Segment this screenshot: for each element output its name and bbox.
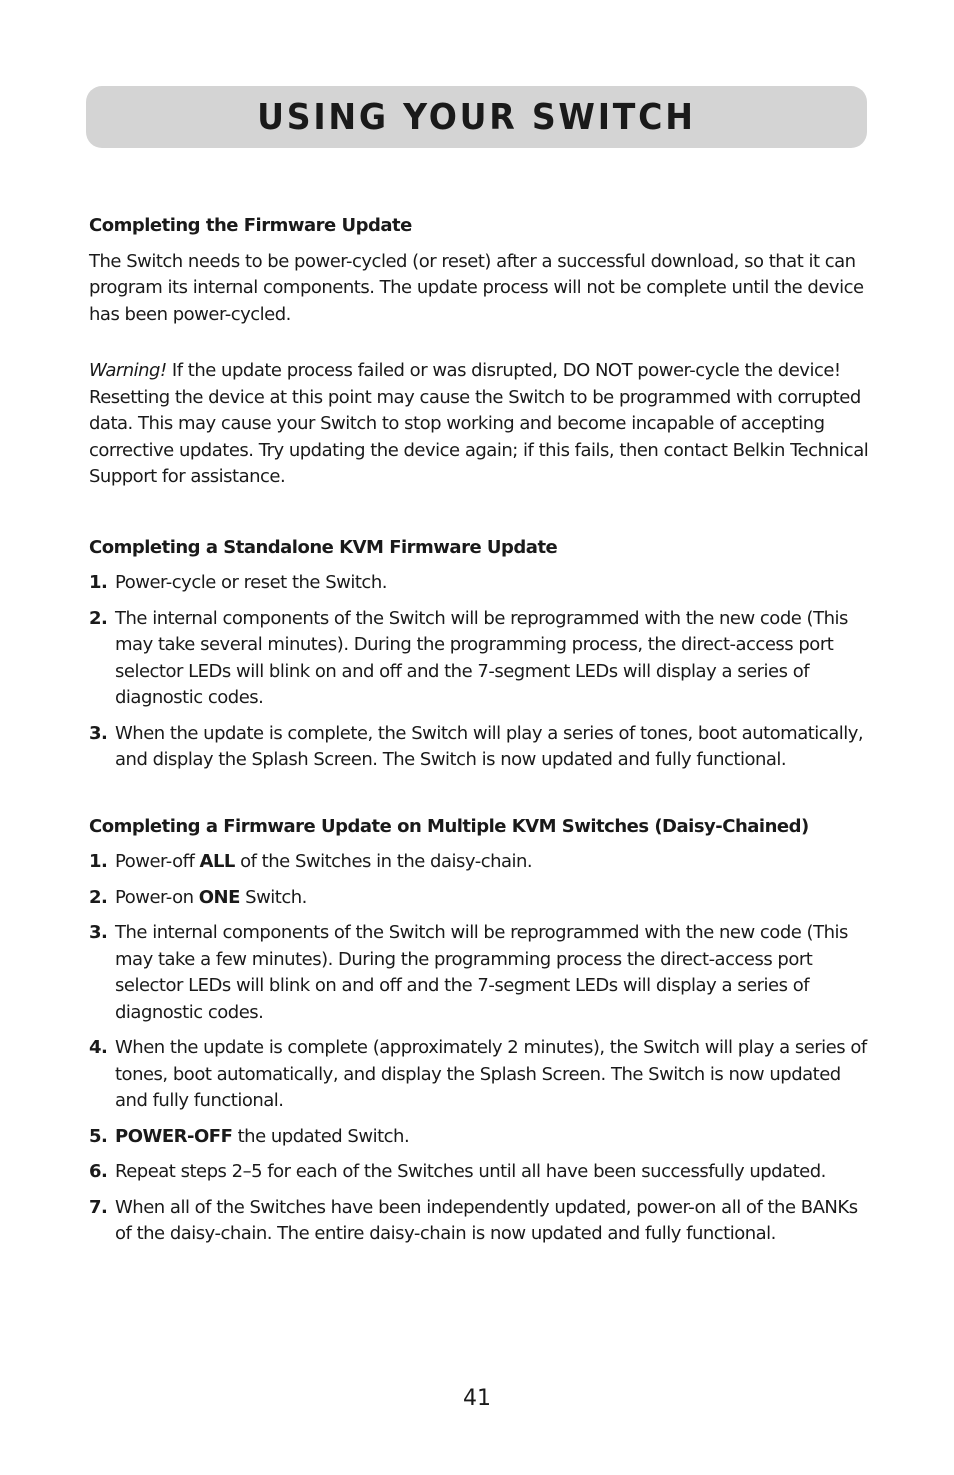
page-number: 41 bbox=[463, 1386, 491, 1411]
step-emphasis: POWER-OFF bbox=[115, 1125, 233, 1147]
step-emphasis: ONE bbox=[198, 886, 240, 908]
daisy-chain-steps-list bbox=[89, 849, 869, 1248]
step-text-post: of the Switches in the daisy-chain. bbox=[234, 851, 533, 872]
step-text: When all of the Switches have been independently updated, power-on all of the BANKs of the daisy-chain. The entire daisy-chain is now updated and fully functional. bbox=[115, 1196, 858, 1244]
step-text-pre: Power-on bbox=[115, 886, 199, 908]
step-number: 4. bbox=[89, 1037, 108, 1058]
warning-label: Warning! bbox=[89, 360, 167, 381]
step-number: 1. bbox=[89, 851, 108, 872]
section-firmware-update bbox=[89, 213, 869, 491]
page-header-banner bbox=[86, 86, 867, 148]
step-text: Power-cycle or reset the Switch. bbox=[115, 572, 387, 593]
section-standalone-update bbox=[89, 535, 869, 774]
step-number: 3. bbox=[89, 722, 108, 744]
step-number: 6. bbox=[89, 1161, 108, 1182]
step-text: When the update is complete (approximately 2 minutes), the Switch will play a series of tones, boot automatically, and display the Splash Screen. The Switch is now updated and fully functional. bbox=[115, 1037, 867, 1111]
list-item bbox=[89, 1124, 869, 1151]
step-text-post: Switch. bbox=[239, 886, 307, 908]
list-item bbox=[89, 1035, 869, 1115]
section-heading: Completing a Standalone KVM Firmware Update bbox=[89, 536, 558, 558]
list-item bbox=[89, 849, 869, 876]
main-content bbox=[89, 213, 869, 1288]
step-text: When the update is complete, the Switch will play a series of tones, boot automatically, and display the Splash Screen. The Switch is now updated and fully functional. bbox=[115, 722, 864, 770]
list-item bbox=[89, 1195, 869, 1248]
section-heading: Completing a Firmware Update on Multiple KVM Switches (Daisy-Chained) bbox=[89, 815, 809, 837]
section-daisy-chain-update bbox=[89, 814, 869, 1248]
step-number: 2. bbox=[89, 886, 108, 908]
list-item bbox=[89, 1159, 869, 1186]
section-heading: Completing the Firmware Update bbox=[89, 215, 412, 236]
step-emphasis: ALL bbox=[199, 851, 235, 872]
list-item bbox=[89, 606, 869, 712]
intro-paragraph: The Switch needs to be power-cycled (or reset) after a successful download, so that it can program its internal components. The update process will not be complete until the device has been power-cycled. bbox=[89, 250, 864, 325]
list-item bbox=[89, 570, 869, 597]
standalone-steps-list bbox=[89, 570, 869, 774]
step-text-post: the updated Switch. bbox=[232, 1125, 410, 1147]
step-text: Repeat steps 2–5 for each of the Switches until all have been successfully updated. bbox=[115, 1161, 826, 1182]
list-item bbox=[89, 920, 869, 1026]
step-number: 7. bbox=[89, 1196, 108, 1218]
list-item bbox=[89, 885, 869, 912]
step-text: The internal components of the Switch will be reprogrammed with the new code (This may take several minutes). During the programming process, the direct-access port selector LEDs will blink on and off and the 7-segment LEDs will display a series of diagnostic codes. bbox=[115, 607, 848, 708]
step-text: The internal components of the Switch will be reprogrammed with the new code (This may take a few minutes). During the programming process the direct-access port selector LEDs will blink on and off and the 7-segment LEDs will display a series of diagnostic codes. bbox=[115, 922, 848, 1023]
step-number: 5. bbox=[89, 1125, 108, 1147]
step-number: 3. bbox=[89, 922, 108, 943]
list-item bbox=[89, 721, 869, 774]
warning-text: If the update process failed or was disrupted, DO NOT power-cycle the device! Resetting the device at this point may cause the Switch to be programmed with corrupted data. This may cause your Switch to stop working and become incapable of accepting corrective updates. Try updating the device again; if this fails, then contact Belkin Technical Support for assistance. bbox=[89, 360, 869, 487]
warning-paragraph bbox=[89, 358, 869, 491]
page-title: USING YOUR SWITCH bbox=[257, 96, 696, 138]
step-number: 1. bbox=[89, 572, 108, 593]
step-number: 2. bbox=[89, 607, 108, 629]
step-text-pre: Power-off bbox=[115, 851, 200, 872]
